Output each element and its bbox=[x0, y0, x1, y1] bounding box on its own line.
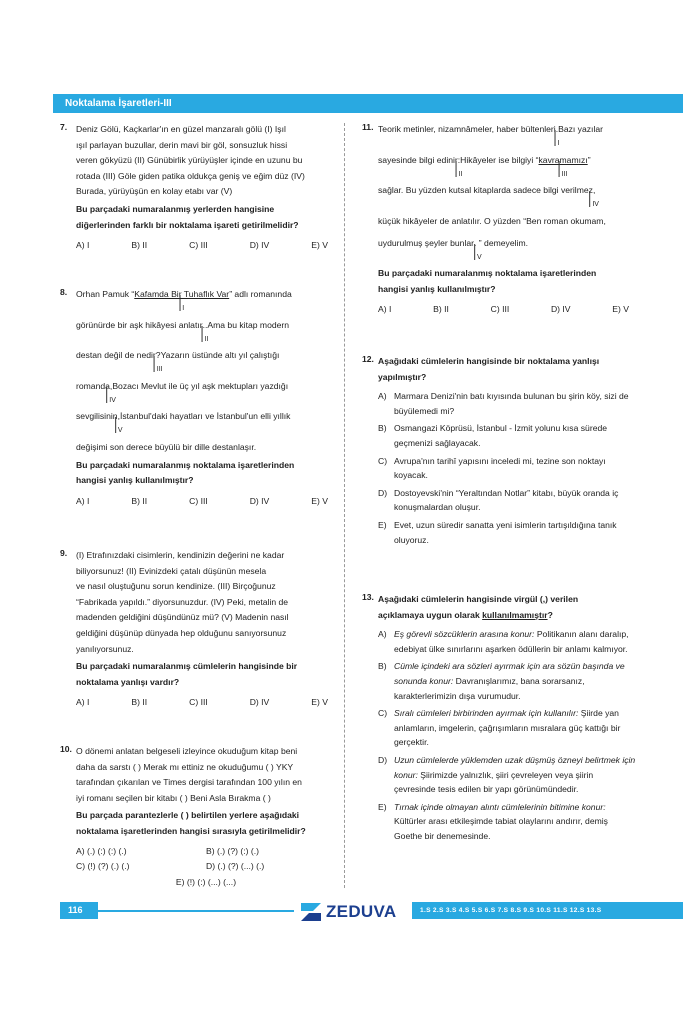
prompt-segment: ? bbox=[547, 609, 553, 620]
prompt-line: Bu parçadaki numaralanmış noktalama işaretlerinden bbox=[378, 267, 597, 278]
text-line: veren gökyüzü (II) Günübirlik yürüyüşler içinde en uzunu bu bbox=[76, 155, 303, 166]
text-segment: demeyelim. bbox=[484, 238, 528, 249]
text-segment: Orhan Pamuk “ bbox=[76, 289, 135, 299]
option-text: Davranışlarımız, bana sorarsanız, karakterlerimizin dışa vurumudur. bbox=[394, 675, 585, 701]
column-divider bbox=[344, 123, 345, 888]
option-a[interactable] bbox=[378, 389, 637, 418]
prompt-line: noktalama yanlışı vardır? bbox=[76, 676, 180, 687]
marker-v: V bbox=[474, 244, 482, 260]
text-line bbox=[76, 348, 336, 374]
marker-iii: III bbox=[559, 161, 568, 177]
text-line: tarafından çıkarılan ve Times dergisi tarafından 100 yılın en bbox=[76, 777, 302, 788]
marker-i: I bbox=[179, 295, 184, 311]
question-11 bbox=[362, 122, 637, 315]
option-rule: Tırnak içinde olmayan alıntı cümlelerinin bitimine konur: bbox=[394, 801, 606, 812]
option-c[interactable]: C) III bbox=[490, 304, 510, 315]
option-letter: C) bbox=[378, 455, 388, 466]
text-segment: destan değil de nedir bbox=[76, 350, 156, 361]
question-8 bbox=[60, 287, 336, 507]
brand-name: ZEDUVA bbox=[326, 902, 397, 921]
option-letter: A) bbox=[378, 391, 387, 402]
option-letter: A) bbox=[378, 629, 387, 640]
text-line: Deniz Gölü, Kaçkarlar'ın en güzel manzaralı gölü (I) Işıl bbox=[76, 124, 286, 134]
option-rule: Sıralı cümleleri birbirinden ayırmak için kullanılır: bbox=[394, 708, 579, 719]
option-letter: E) bbox=[378, 801, 387, 812]
option-e[interactable]: E) V bbox=[311, 240, 328, 251]
option-text: Marmara Denizi'nin batı kıyısında bulunan bu şirin köy, sizi de büyülemedi mi? bbox=[394, 391, 629, 416]
punct-mark: .. bbox=[202, 319, 208, 330]
text-line bbox=[378, 183, 637, 209]
option-e[interactable] bbox=[378, 518, 637, 547]
text-line: rotada (III) Göle giden patika oldukça geniş ve eğim düz (IV) bbox=[76, 170, 305, 181]
option-e[interactable]: E) V bbox=[311, 697, 328, 708]
option-e[interactable]: E) V bbox=[311, 495, 328, 506]
question-10 bbox=[60, 744, 336, 890]
text-line bbox=[378, 236, 637, 262]
section-title: Noktalama İşaretleri-III bbox=[65, 98, 172, 109]
answer-options bbox=[378, 627, 637, 843]
option-b[interactable]: B) (.) (?) (:) (.) bbox=[206, 845, 259, 856]
option-text: Avrupa'nın tarihî yapısını inceledi mi, tezine son noktayı koyacak. bbox=[394, 455, 606, 481]
question-prompt bbox=[378, 266, 637, 297]
text-segment: uydurulmuş şeyler bunlar bbox=[378, 238, 475, 249]
prompt-line: Bu parçadaki numaralanmış yerlerden hangisine bbox=[76, 203, 275, 214]
text-segment: Bazı yazılar bbox=[558, 124, 603, 134]
option-c[interactable] bbox=[378, 454, 637, 483]
text-segment: Hikâyeler ise bilgiyi “ bbox=[460, 154, 539, 165]
text-line: ve nasıl oluştuğunu sorun kendinize. (III) Birçoğunuz bbox=[76, 581, 276, 592]
answer-options bbox=[378, 389, 637, 547]
text-segment: görünürde bir aşk hikâyesi anlatır bbox=[76, 319, 203, 330]
text-segment: sayesinde bilgi edinir bbox=[378, 154, 458, 165]
marker-iii: III bbox=[154, 356, 163, 372]
option-c[interactable]: C) III bbox=[189, 697, 208, 708]
text-line bbox=[76, 287, 336, 312]
option-rule: Cümle içindeki ara sözleri ayırmak için ara sözün başında ve sonunda konur: bbox=[394, 661, 625, 686]
zeduva-logo-icon bbox=[300, 902, 322, 922]
text-segment: sağlar. Bu yüzden kutsal kitaplarda sadece bilgi verilmez bbox=[378, 185, 593, 196]
punct-mark: : bbox=[457, 154, 461, 165]
option-d[interactable]: D) (.) (?) (...) (.) bbox=[206, 861, 265, 872]
option-text: Kültürler arası etkileşimde tabiat olaylarını andırır, demiş Goethe bir denemesinde. bbox=[394, 816, 608, 841]
text-line: ışıl parlayan buzullar, derin mavi bir göl, sonsuzluk hissi bbox=[76, 139, 288, 150]
question-number: 12. bbox=[362, 354, 374, 364]
text-line: Burada, yürüyüşün en kolay etabı var (V) bbox=[76, 186, 233, 197]
text-line: O dönemi anlatan belgeseli izleyince okuduğum kitap beni bbox=[76, 746, 298, 756]
text-line: yanılıyorsunuz. bbox=[76, 643, 134, 654]
text-segment: ” bbox=[587, 154, 591, 165]
question-prompt bbox=[76, 659, 336, 690]
prompt-line bbox=[378, 608, 637, 624]
marker-i: I bbox=[554, 130, 559, 146]
option-b[interactable]: B) II bbox=[131, 697, 148, 708]
option-c[interactable]: C) (!) (?) (.) (.) bbox=[76, 861, 130, 872]
prompt-line: Bu parçadaki numaralanmış noktalama işaretlerinden bbox=[76, 459, 295, 470]
marker-ii: II bbox=[456, 161, 463, 177]
option-rule: Eş görevli sözcüklerin arasına konur: bbox=[394, 629, 535, 640]
text-line: “Fabrikada yapıldı.” diyorsunuzdur. (IV) Peki, metalin de bbox=[76, 596, 289, 607]
option-d[interactable]: D) IV bbox=[249, 240, 270, 251]
question-prompt bbox=[76, 202, 336, 233]
option-e[interactable] bbox=[378, 800, 637, 844]
option-d[interactable]: D) IV bbox=[249, 495, 270, 506]
option-d[interactable]: D) IV bbox=[550, 304, 571, 315]
option-b[interactable]: B) II bbox=[131, 495, 148, 506]
prompt-line: diğerlerinden farklı bir noktalama işareti getirilmelidir? bbox=[76, 219, 299, 230]
prompt-line: Bu parçadaki numaralanmış cümlelerin hangisinde bir bbox=[76, 661, 298, 672]
option-b[interactable]: B) II bbox=[433, 304, 449, 315]
question-prompt bbox=[76, 808, 336, 839]
text-line: geldiğini düşünüp dünyada hep olduğunu sanıyorsunuz bbox=[76, 627, 287, 638]
section-header bbox=[53, 94, 683, 113]
option-text: Dostoyevski'nin “Yeraltından Notlar” kitabı, büyük oranda iç konuşmalardan oluşur. bbox=[394, 487, 619, 513]
option-b[interactable]: B) II bbox=[131, 240, 148, 251]
answer-options bbox=[378, 303, 637, 315]
question-prompt bbox=[378, 592, 637, 623]
option-c[interactable]: C) III bbox=[189, 240, 208, 251]
text-line bbox=[76, 379, 336, 404]
punct-mark: , bbox=[117, 411, 120, 422]
option-letter: B) bbox=[378, 423, 387, 434]
book-title: Kafamda Bir Tuhaflık Var bbox=[134, 289, 230, 299]
punct-mark: , bbox=[592, 185, 596, 196]
prompt-segment: açıklamaya uygun olarak bbox=[378, 609, 483, 620]
option-c[interactable] bbox=[378, 706, 637, 750]
prompt-emphasis: kullanılmamıştır bbox=[482, 609, 548, 620]
text-line bbox=[378, 122, 637, 147]
option-text: Politikanın alanı daralıp, edebiyat ülke sınırlarını aşarken ödüllerin bir anlamı kalmıyor. bbox=[394, 629, 629, 654]
marker-ii: II bbox=[202, 326, 209, 342]
text-line: daha da sarstı ( ) Merak mı ettiniz ne okuduğumu ( ) YKY bbox=[76, 761, 294, 772]
option-a[interactable]: A) I bbox=[378, 304, 392, 315]
prompt-line: yapılmıştır? bbox=[378, 371, 427, 382]
punct-mark: ? bbox=[155, 350, 161, 361]
page-number-text: 116 bbox=[68, 905, 83, 915]
question-number: 9. bbox=[60, 548, 68, 558]
option-text: Şiirimizde yalnızlık, şiiri çevreleyen veya şiirin çevresinde tesis edilen bir yapı görünümündedir. bbox=[394, 769, 594, 795]
prompt-line: hangisi yanlış kullanılmıştır? bbox=[378, 283, 496, 294]
footer-rule bbox=[98, 910, 294, 912]
punct-mark: , bbox=[109, 380, 113, 391]
question-9 bbox=[60, 548, 336, 708]
text-segment: İstanbul'daki hayatları ve İstanbul'un elli yıllık bbox=[119, 411, 291, 422]
text-line bbox=[76, 318, 336, 343]
punct-mark: . ” bbox=[474, 238, 482, 249]
option-c[interactable]: C) III bbox=[189, 495, 208, 506]
underlined-word: kavramamızı bbox=[538, 154, 588, 165]
text-line: biliyorsunuz! (II) Evinizdeki çatalı düşünün mesela bbox=[76, 565, 267, 576]
answer-options bbox=[76, 844, 336, 891]
option-d[interactable] bbox=[378, 753, 637, 797]
option-b[interactable] bbox=[378, 421, 637, 450]
option-a[interactable]: A) I bbox=[76, 240, 90, 251]
text-segment: sevgilisinin bbox=[76, 411, 118, 422]
question-number: 13. bbox=[362, 592, 374, 602]
text-segment: Bozacı Mevlut ile üç yıl aşk mektupları yazdığı bbox=[112, 380, 289, 391]
question-number: 10. bbox=[60, 744, 72, 754]
text-segment: romanda bbox=[76, 380, 110, 391]
question-12 bbox=[362, 354, 637, 550]
text-line: değişimi son derece büyülü bir dille destanlaşır. bbox=[76, 441, 257, 452]
option-e[interactable]: E) V bbox=[612, 304, 629, 315]
prompt-line: hangisi yanlış kullanılmıştır? bbox=[76, 475, 194, 486]
text-line bbox=[378, 153, 637, 178]
text-segment: Ama bu kitap modern bbox=[207, 319, 290, 330]
option-letter: E) bbox=[378, 519, 387, 530]
option-e[interactable]: E) (!) (:) (...) (...) bbox=[175, 876, 237, 887]
answer-options bbox=[76, 696, 336, 708]
option-letter: D) bbox=[378, 487, 388, 498]
question-number: 8. bbox=[60, 287, 68, 297]
text-segment: ” adlı romanında bbox=[229, 289, 292, 299]
option-a[interactable]: A) (.) (:) (:) (.) bbox=[76, 845, 127, 856]
marker-v: V bbox=[115, 417, 123, 433]
option-a[interactable]: A) I bbox=[76, 697, 90, 708]
option-b[interactable] bbox=[378, 659, 637, 703]
prompt-line: Aşağıdaki cümlelerin hangisinde virgül (,) verilen bbox=[378, 594, 579, 604]
brand-logo bbox=[300, 901, 396, 923]
question-number: 11. bbox=[362, 122, 374, 132]
question-number: 7. bbox=[60, 122, 68, 132]
page-number bbox=[60, 902, 98, 919]
question-7 bbox=[60, 122, 336, 251]
question-13 bbox=[362, 592, 637, 847]
option-d[interactable] bbox=[378, 486, 637, 515]
question-prompt bbox=[76, 458, 336, 489]
prompt-line: noktalama işaretlerinden hangisi sırasıyla getirilmelidir? bbox=[76, 825, 306, 836]
question-prompt bbox=[378, 354, 637, 385]
option-text: Şiirde yan anlamların, imgelerin, çağrışımların mısralara güç kattığı bir gerçektir. bbox=[394, 708, 621, 748]
text-line: madenden geldiğini düşündünüz mü? (V) Madenin nasıl bbox=[76, 612, 289, 623]
marker-iv: IV bbox=[106, 387, 116, 403]
option-rule: Uzun cümlelerde yüklemden uzak düşmüş özneyi belirtmek için konur: bbox=[394, 754, 636, 780]
text-line: küçük hikâyeler de anlatılır. O yüzden “Ben roman okumam, bbox=[378, 215, 606, 226]
grade-strip bbox=[412, 902, 683, 919]
option-d[interactable]: D) IV bbox=[249, 697, 270, 708]
option-a[interactable] bbox=[378, 627, 637, 656]
text-line bbox=[76, 409, 336, 435]
option-text: Evet, uzun süredir sanatta yeni isimlerin tartışıldığına tanık oluyoruz. bbox=[394, 519, 617, 545]
punct-mark: . bbox=[555, 124, 559, 134]
answer-options bbox=[76, 495, 336, 507]
text-line: (I) Etrafınızdaki cisimlerin, kendinizin değerini ne kadar bbox=[76, 550, 285, 560]
prompt-line: Aşağıdaki cümlelerin hangisinde bir noktalama yanlışı bbox=[378, 356, 600, 366]
text-segment: Yazarın üstünde altı yıl çalıştığı bbox=[160, 350, 280, 361]
text-segment: Teorik metinler, nizamnâmeler, haber bültenleri bbox=[378, 124, 556, 134]
option-letter: C) bbox=[378, 708, 388, 719]
option-a[interactable]: A) I bbox=[76, 495, 90, 506]
option-letter: B) bbox=[378, 661, 387, 672]
text-line: iyi romanı seçilen bir kitabı ( ) Beni Asla Bırakma ( ) bbox=[76, 792, 271, 803]
prompt-line: Bu parçada parantezlerle ( ) belirtilen yerlere aşağıdaki bbox=[76, 810, 300, 821]
option-letter: D) bbox=[378, 754, 388, 765]
grade-labels: 1.S 2.S 3.S 4.S 5.S 6.S 7.S 8.S 9.S 10.S 11.S 12.S 13.S bbox=[420, 907, 602, 914]
option-text: Osmangazi Köprüsü, İstanbul - İzmit yolunu kısa sürede geçmenizi sağlayacak. bbox=[394, 423, 608, 448]
marker-iv: IV bbox=[589, 191, 599, 207]
answer-options bbox=[76, 239, 336, 251]
